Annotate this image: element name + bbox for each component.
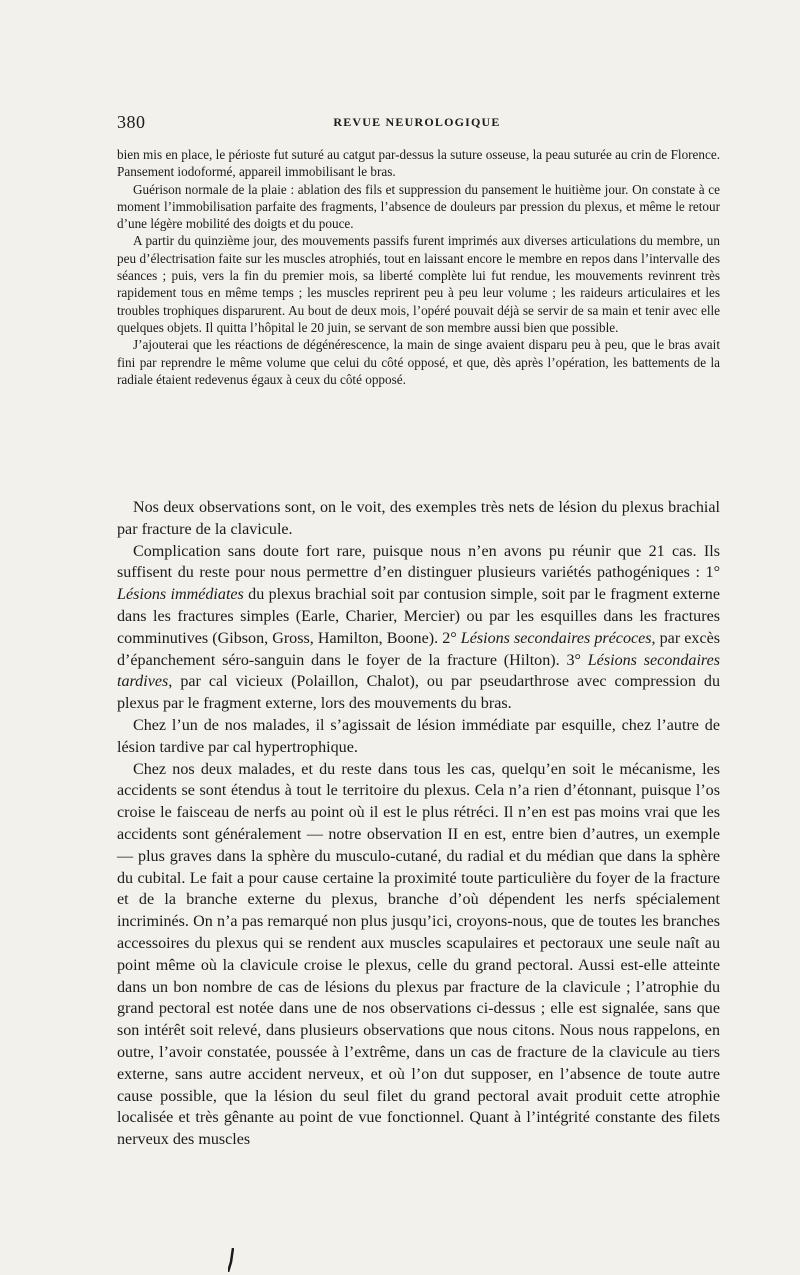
- discussion-paragraph-pathogenesis: [117, 541, 720, 715]
- discussion-paragraph: Chez nos deux malades, et du reste dans tous les cas, quelqu’en soit le mécanisme, les accidents se sont étendus à tout le territoire du plexus. Cela n’a rien d’étonnant, puisque l’os croise le faisceau de nerfs au point où il est le plus rétréci. Il n’en est pas moins vrai que les accidents sont généralement — notre observation II en est, entre bien d’autres, un exemple — plus graves dans la sphère du musculo-cutané, du radial et du médian que dans la sphère du cubital. Le fait a pour cause certaine la proximité toute particulière du foyer de la fracture et de la branche externe du plexus, branche d’où dépendent les nerfs spécialement incriminés. On n’a pas remarqué non plus jusqu’ici, croyons-nous, que de toutes les branches accessoires du plexus qui se rendent aux muscles scapulaires et pectoraux une seule naît au point même où la clavicule croise le plexus, celle du grand pectoral. Aussi est-elle atteinte dans un bon nombre de cas de lésions du plexus par fracture de la clavicule ; l’atrophie du grand pectoral est notée dans une de nos observations ci-dessus ; elle est signalée, sans que son intérêt soit relevé, dans plusieurs observations que nous citons. Nous nous rappelons, en outre, l’avoir constatée, poussée à l’extrême, dans un cas de fracture de la clavicule au tiers externe, sans autre accident nerveux, et où l’on dut supposer, en l’absence de toute autre cause possible, que la lésion du seul filet du grand pectoral avait produit cette atrophie localisée et très gênante au point de vue fonctionnel. Quant à l’intégrité constante des filets nerveux des muscles: [117, 760, 720, 1149]
- italic-term: Lésions immédiates: [117, 586, 244, 604]
- page-header: [117, 112, 717, 132]
- discussion-paragraph: Nos deux observations sont, on le voit, des exemples très nets de lésion du plexus brachial par fracture de la clavicule.: [117, 499, 720, 538]
- page-number: 380: [117, 112, 146, 132]
- text-run: Complication sans doute fort rare, puisque nous n’en avons pu réunir que 21 cas. Ils suffisent du reste pour nous permettre d’en distinguer plusieurs variétés pathogéniques : 1°: [117, 542, 720, 582]
- text-run: , par cal vicieux (Polaillon, Chalot), ou par pseudarthrose avec compression du plexus par le fragment externe, lors des mouvements du bras.: [117, 673, 720, 713]
- small-paragraph: A partir du quinzième jour, des mouvements passifs furent imprimés aux diverses articulations du membre, un peu d’électrisation faite sur les muscles atrophiés, tout en laissant encore le membre en repos dans l’intervalle des séances ; puis, vers la fin du premier mois, sa liberté complète lui fut rendue, les mouvements revinrent très rapidement tous en même temps ; les muscles reprirent peu à peu leur volume ; les raideurs articulaires et les troubles trophiques disparurent. Au bout de deux mois, l’opéré pouvait déjà se servir de sa main et tenir avec elle quelques objets. Il quitta l’hôpital le 20 juin, se servant de son membre aussi bien que possible.: [117, 233, 720, 335]
- small-paragraph: J’ajouterai que les réactions de dégénérescence, la main de singe avaient disparu peu à peu, que le bras avait fini par reprendre le même volume que celui du côté opposé, et que, dès après l’opération, les battements de la radiale étaient redevenus égaux à ceux du côté opposé.: [117, 337, 720, 387]
- running-title: REVUE NEUROLOGIQUE: [333, 115, 501, 129]
- text-run: , par excès d’épanchement séro-sanguin dans le foyer de la fracture (Hilton). 3°: [117, 629, 720, 669]
- ink-mark: [228, 1248, 234, 1272]
- discussion-paragraph: Chez l’un de nos malades, il s’agissait de lésion immédiate par esquille, chez l’autre de lésion tardive par cal hypertrophique.: [117, 716, 720, 756]
- italic-term: Lésions secondaires tardives: [117, 651, 720, 691]
- small-paragraph: bien mis en place, le périoste fut suturé au catgut par-dessus la suture osseuse, la peau suturée au crin de Florence. Pansement iodoformé, appareil immobilisant le bras.: [117, 147, 720, 180]
- discussion-section: [117, 497, 720, 1151]
- case-report-continuation: [117, 146, 720, 388]
- italic-term: Lésions secondaires précoces: [460, 629, 652, 647]
- text-run: du plexus brachial soit par contusion simple, soit par le fragment externe dans les fractures simples (Earle, Charier, Mercier) ou par les esquilles dans les fractures comminutives (Gibson, Gross, Hamilton, Boone). 2°: [117, 586, 720, 647]
- small-paragraph: Guérison normale de la plaie : ablation des fils et suppression du pansement le huitième jour. On constate à ce moment l’immobilisation parfaite des fragments, l’absence de douleurs par pression du plexus, et même le retour d’une légère mobilité des doigts et du pouce.: [117, 181, 720, 232]
